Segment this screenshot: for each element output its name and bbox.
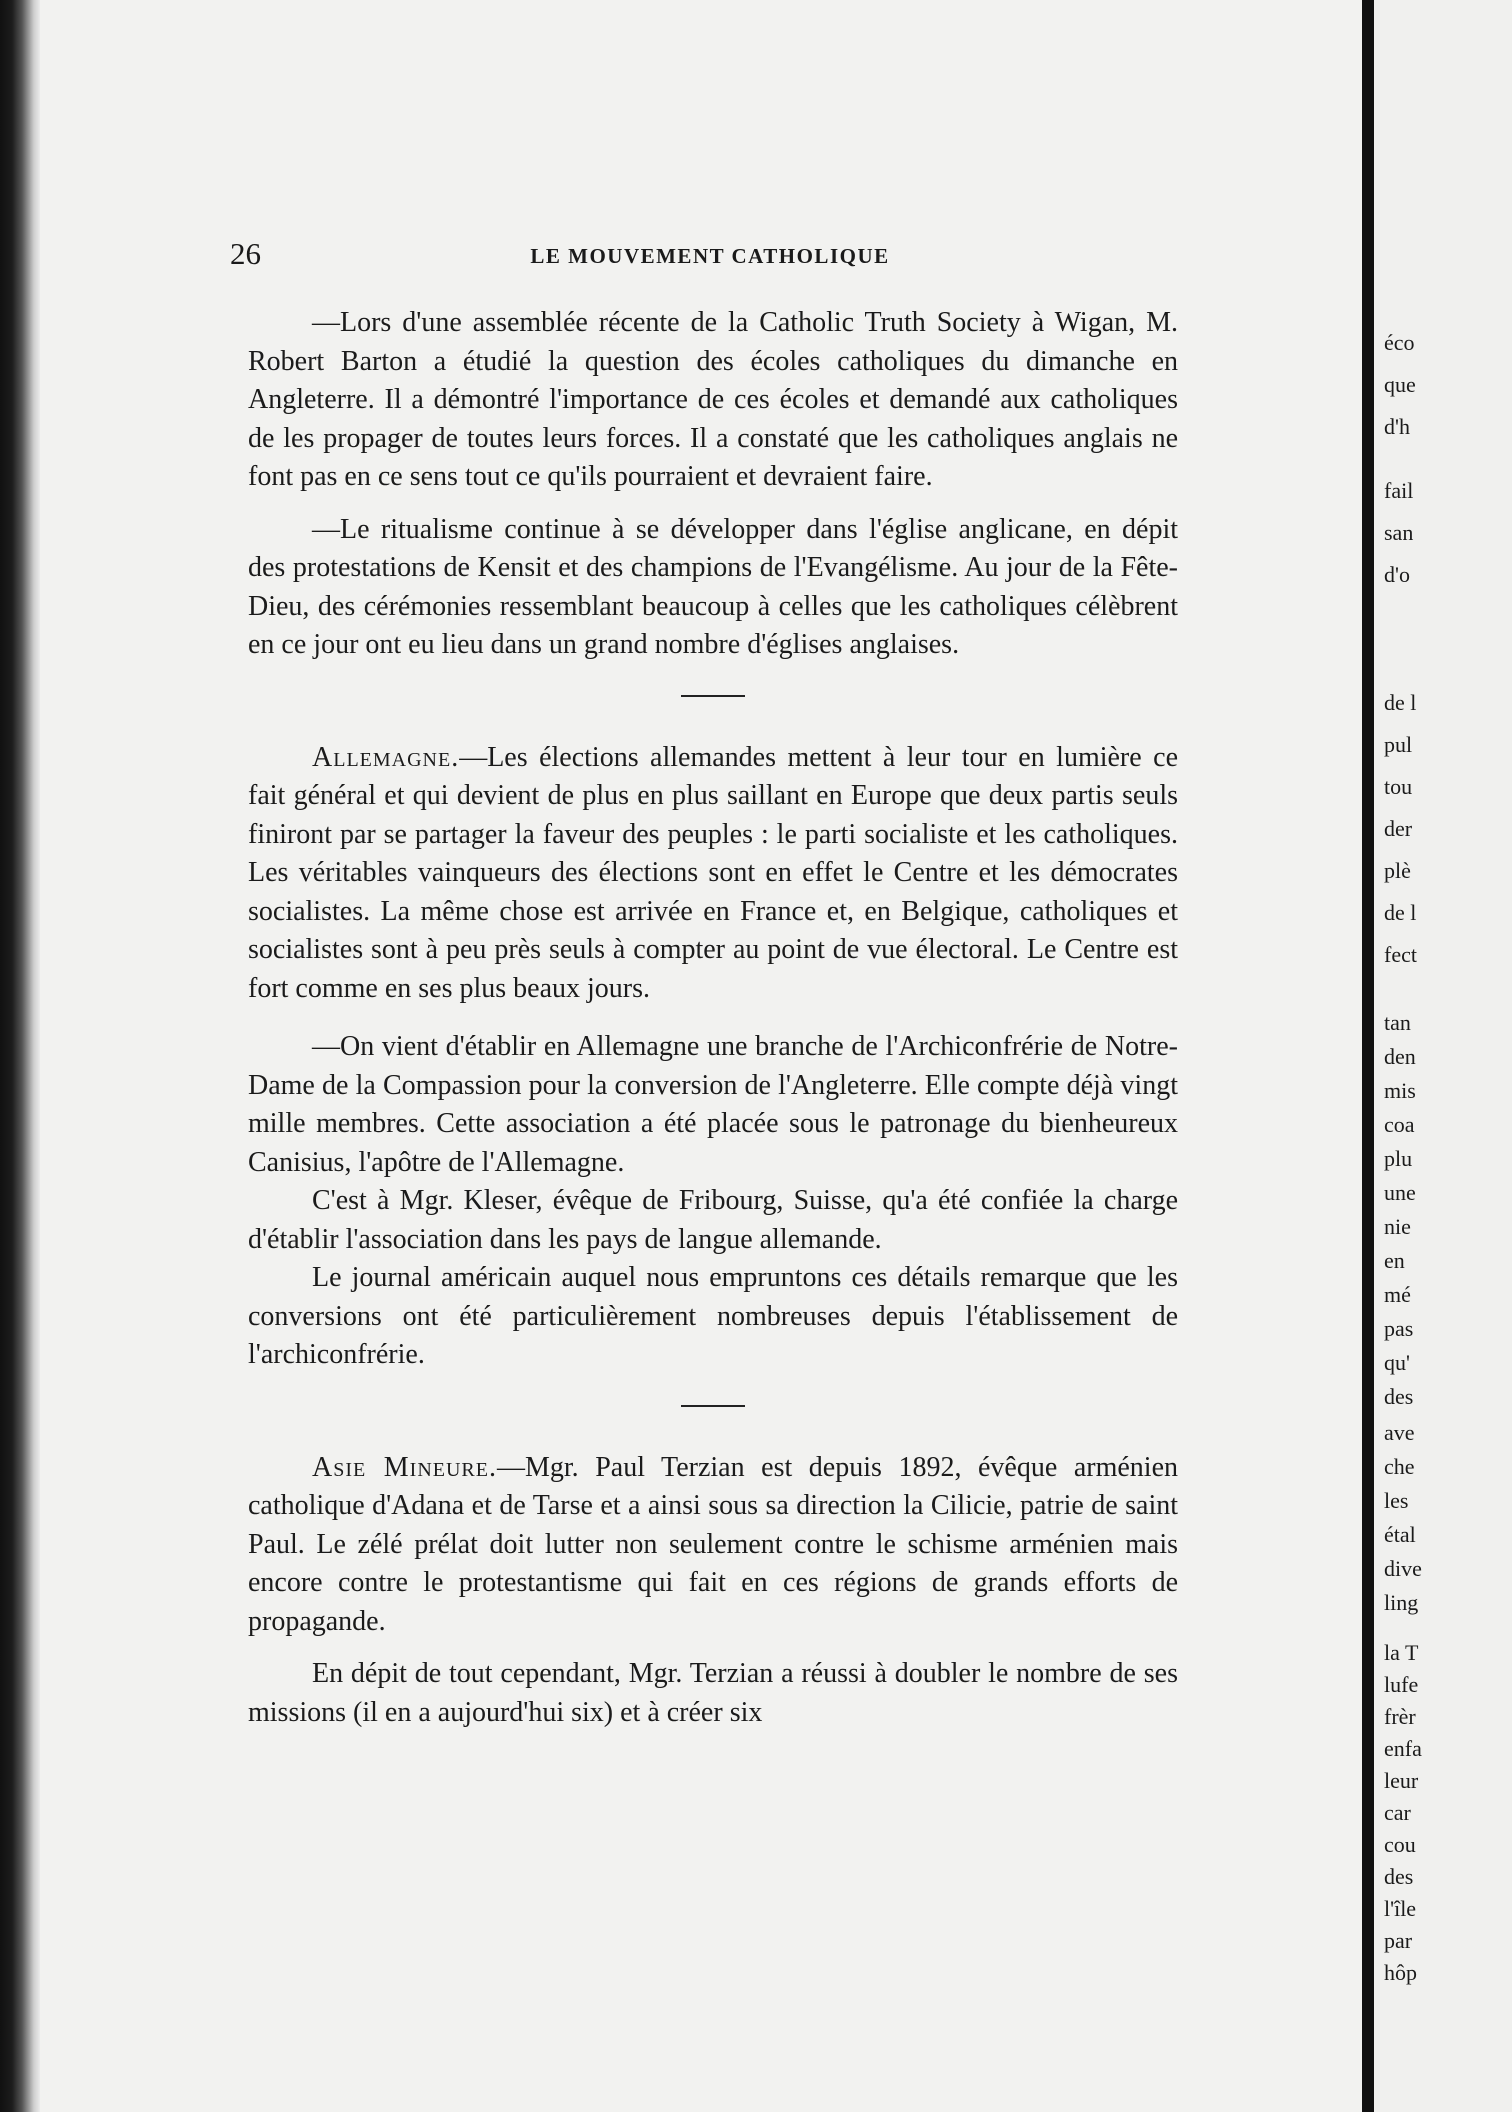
facing-page-line: plè [1384,858,1411,883]
running-head [230,236,1190,286]
facing-page-line: fect [1384,942,1417,967]
facing-page-line: des [1384,1864,1414,1889]
facing-page-line: dive [1384,1556,1422,1581]
paragraph-terzian-missions: En dépit de tout cependant, Mgr. Terzian a réussi à doubler le nombre de ses missions (il en a aujourd'hui six) et à créer six [248,1658,1178,1728]
section-divider [681,695,745,697]
paragraph-archiconfrerie: —On vient d'établir en Allemagne une branche de l'Archiconfrérie de Notre-Dame de la Compassion pour la conversion de l'Angleterre. Elle compte déjà vingt mille membres. Cette association a été placée sous le patronage du bienheureux Canisius, l'apôtre de l'Allemagne. [248,1031,1178,1178]
facing-page-line: mis [1384,1078,1416,1103]
facing-page-line: qu' [1384,1350,1410,1375]
facing-page-line: frèr [1384,1704,1416,1729]
facing-page-line: en [1384,1248,1405,1273]
running-title: LE MOUVEMENT CATHOLIQUE [530,244,890,268]
paragraph-ritualisme: —Le ritualisme continue à se développer dans l'église anglicane, en dépit des protestations de Kensit et des champions de l'Evangélisme. Au jour de la Fête-Dieu, des cérémonies ressemblant beaucoup à celles que les catholiques célèbrent en ce jour ont eu lieu dans un grand nombre d'églises anglaises. [248,513,1178,660]
facing-page-line: san [1384,520,1414,545]
facing-page-line: der [1384,816,1413,841]
facing-page-line: coa [1384,1112,1415,1137]
facing-page-line: cou [1384,1832,1416,1857]
facing-page-line: d'o [1384,562,1410,587]
facing-page-line: d'h [1384,414,1410,439]
facing-page-line: de l [1384,690,1417,715]
paragraph-journal-americain: Le journal américain auquel nous empruntons ces détails remarque que les conversions ont été particulièrement nombreuses depuis l'établissement de l'archiconfrérie. [248,1262,1178,1370]
facing-page-line: étal [1384,1522,1416,1547]
facing-page-line: lufe [1384,1672,1419,1697]
facing-page-line: tan [1384,1010,1411,1035]
body-text [248,304,1178,1732]
facing-page-line: car [1384,1800,1411,1825]
facing-page-line: fail [1384,478,1414,503]
facing-page-line: tou [1384,774,1413,799]
page-number: 26 [230,236,261,271]
section-heading-allemagne: Allemagne. [312,741,460,773]
facing-page-line: nie [1384,1214,1411,1239]
paragraph-asie-text: —Mgr. Paul Terzian est depuis 1892, évêque arménien catholique d'Adana et de Tarse et a ainsi sous sa direction la Cilicie, patrie de saint Paul. Le zélé prélat doit lutter non seulement contre le schisme arménien mais encore contre le protestantisme qui fait en ces régions de grands efforts de propagande. [248,1451,1179,1637]
paragraph-allemagne-text: —Les élections allemandes mettent à leur tour en lumière ce fait général et qui devient de plus en plus saillant en Europe que deux partis seuls finiront par se partager la faveur des peuples : le parti socialiste et les catholiques. Les véritables vainqueurs des élections sont en effet le Centre et les démocrates socialistes. La même chose est arrivée en France et, en Belgique, catholiques et socialistes sont à peu près seuls à compter au point de vue électoral. Le Centre est fort comme en ses plus beaux jours. [248,741,1178,1004]
facing-page-line: une [1384,1180,1416,1205]
facing-page-line: pas [1384,1316,1414,1341]
facing-page-line: mé [1384,1282,1411,1307]
facing-page-line: l'île [1384,1896,1417,1921]
section-divider [681,1405,745,1407]
facing-page-line: pul [1384,732,1413,757]
facing-page-line: enfa [1384,1736,1422,1761]
paragraph-allemagne-elections [248,739,1178,1009]
facing-page-line: ave [1384,1420,1415,1445]
page-stack-edge [0,0,40,2112]
facing-page-line: hôp [1384,1960,1417,1985]
book-gutter [1362,0,1374,2112]
paragraph-catholic-truth-society: —Lors d'une assemblée récente de la Catholic Truth Society à Wigan, M. Robert Barton a étudié la question des écoles catholiques du dimanche en Angleterre. Il a démontré l'importance de ces écoles et demandé aux catholiques de les propager de toutes leurs forces. Il a constaté que les catholiques anglais ne font pas en ce sens tout ce qu'ils pourraient et devraient faire. [248,307,1178,492]
facing-page-line: que [1384,372,1416,397]
facing-page-line: den [1384,1044,1416,1069]
facing-page-line: che [1384,1454,1415,1479]
facing-page [1374,0,1512,2112]
facing-page-line: la T [1384,1640,1419,1665]
facing-page-line: des [1384,1384,1414,1409]
facing-page-line: leur [1384,1768,1419,1793]
facing-page-line: les [1384,1488,1409,1513]
facing-page-line: de l [1384,900,1417,925]
facing-page-line: plu [1384,1146,1413,1171]
section-heading-asie-mineure: Asie Mineure. [312,1451,497,1483]
facing-page-line: par [1384,1928,1413,1953]
facing-page-line: éco [1384,330,1415,355]
facing-page-line: ling [1384,1590,1419,1615]
paragraph-mgr-kleser: C'est à Mgr. Kleser, évêque de Fribourg, Suisse, qu'a été confiée la charge d'établir l'association dans les pays de langue allemande. [248,1185,1178,1255]
paragraph-asie-mineure [248,1449,1178,1642]
